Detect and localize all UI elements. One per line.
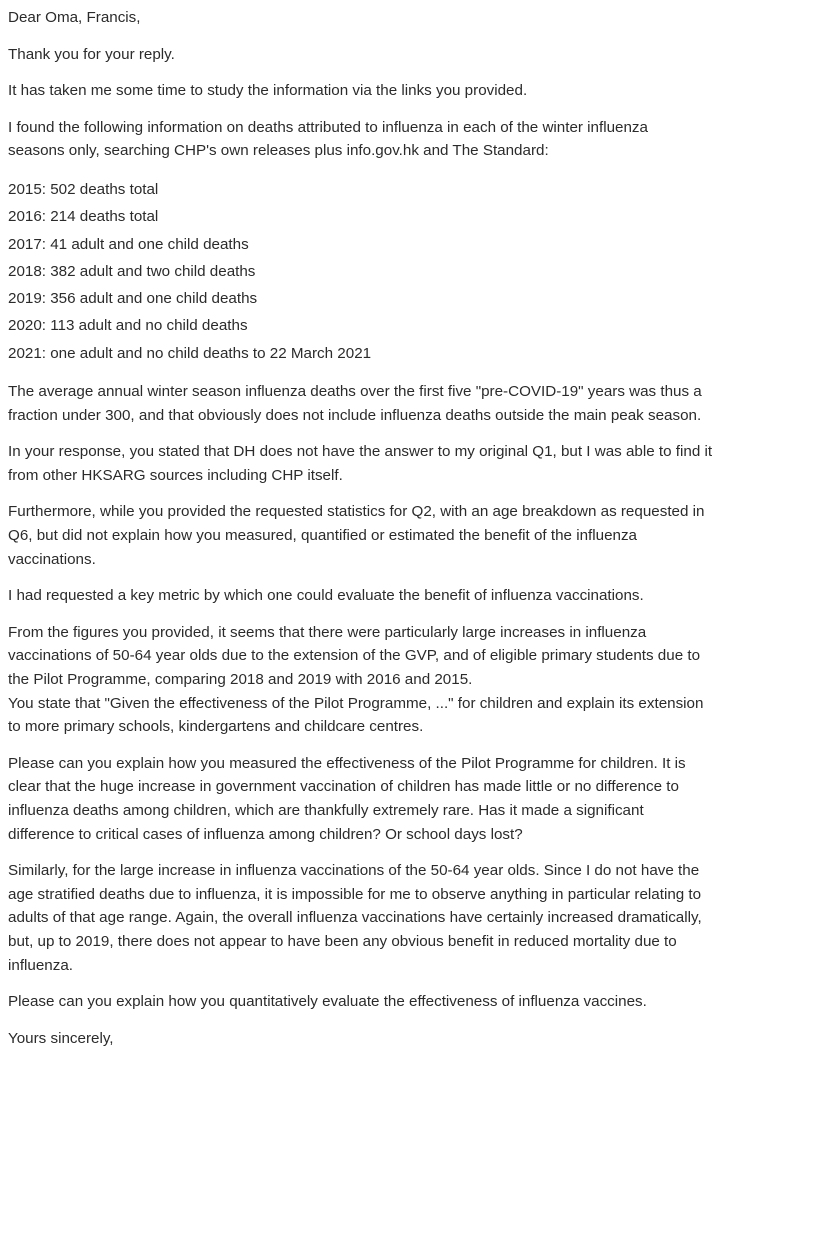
response-line: In your response, you stated that DH does not have the answer to my original Q1, but I was able to find it	[8, 443, 713, 461]
found-line: seasons only, searching CHP's own releases plus info.gov.hk and The Standard:	[8, 142, 549, 160]
stat-2020: 2020: 113 adult and no child deaths	[8, 317, 248, 335]
similarly-line: age stratified deaths due to influenza, it is impossible for me to observe anything in particular relating to	[8, 885, 702, 903]
average-line: The average annual winter season influenza deaths over the first five "pre-COVID-19" years was thus a	[8, 383, 702, 401]
stat-2021: 2021: one adult and no child deaths to 22 March 2021	[8, 344, 372, 362]
similarly-line: adults of that age range. Again, the overall influenza vaccinations have certainly increased dramatically,	[8, 909, 702, 927]
response-paragraph	[8, 440, 814, 487]
similarly-line: influenza.	[8, 956, 74, 974]
figures-paragraph	[8, 621, 814, 739]
thanks-paragraph: Thank you for your reply.	[8, 45, 175, 63]
figures-line: From the figures you provided, it seems that there were particularly large increases in influenza	[8, 623, 647, 641]
found-paragraph	[8, 116, 814, 163]
furthermore-line: vaccinations.	[8, 550, 96, 568]
furthermore-paragraph	[8, 500, 814, 571]
salutation: Dear Oma, Francis,	[8, 9, 141, 26]
stat-2018: 2018: 382 adult and two child deaths	[8, 262, 256, 280]
figures-line: vaccinations of 50-64 year olds due to the extension of the GVP, and of eligible primary students due to	[8, 647, 701, 665]
pilot-paragraph	[8, 752, 814, 846]
similarly-line: Similarly, for the large increase in influenza vaccinations of the 50-64 year olds. Since I do not have the	[8, 862, 700, 880]
stat-2019: 2019: 356 adult and one child deaths	[8, 290, 258, 308]
stat-2017: 2017: 41 adult and one child deaths	[8, 235, 249, 253]
figures-line: You state that "Given the effectiveness of the Pilot Programme, ..." for children and explain its extension	[8, 694, 704, 712]
pilot-line: influenza deaths among children, which are thankfully extremely rare. Has it made a significant	[8, 801, 644, 819]
similarly-line: but, up to 2019, there does not appear to have been any obvious benefit in reduced mortality due to	[8, 932, 677, 950]
pilot-line: difference to critical cases of influenza among children? Or school days lost?	[8, 825, 523, 843]
found-line: I found the following information on deaths attributed to influenza in each of the winter influenza	[8, 118, 648, 136]
figures-line: the Pilot Programme, comparing 2018 and 2019 with 2016 and 2015.	[8, 670, 473, 688]
closing: Yours sincerely,	[8, 1029, 114, 1047]
stat-2016: 2016: 214 deaths total	[8, 208, 159, 226]
quantitative-paragraph: Please can you explain how you quantitatively evaluate the effectiveness of influenza vaccines.	[8, 993, 647, 1011]
pilot-line: Please can you explain how you measured the effectiveness of the Pilot Programme for children. It is	[8, 754, 686, 772]
influenza-deaths-list	[8, 176, 814, 367]
response-line: from other HKSARG sources including CHP itself.	[8, 466, 343, 484]
stat-2015: 2015: 502 deaths total	[8, 180, 159, 198]
pilot-line: clear that the huge increase in government vaccination of children has made little or no difference to	[8, 778, 679, 796]
furthermore-line: Furthermore, while you provided the requested statistics for Q2, with an age breakdown as requested in	[8, 503, 705, 521]
metric-paragraph: I had requested a key metric by which one could evaluate the benefit of influenza vaccinations.	[8, 587, 644, 605]
average-paragraph	[8, 380, 814, 427]
furthermore-line: Q6, but did not explain how you measured, quantified or estimated the benefit of the influenza	[8, 527, 637, 545]
average-line: fraction under 300, and that obviously does not include influenza deaths outside the main peak season.	[8, 406, 702, 424]
similarly-paragraph	[8, 859, 814, 977]
study-paragraph: It has taken me some time to study the information via the links you provided.	[8, 82, 528, 100]
figures-line: to more primary schools, kindergartens and childcare centres.	[8, 718, 424, 736]
